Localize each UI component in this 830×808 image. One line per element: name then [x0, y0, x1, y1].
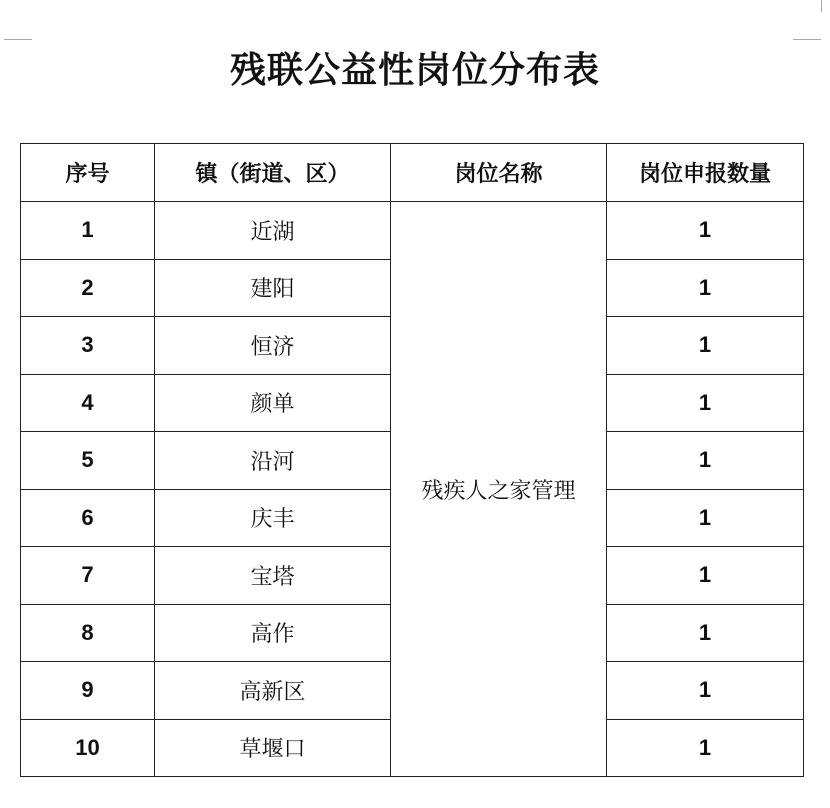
cell-count: 1 — [607, 604, 804, 662]
header-post: 岗位名称 — [391, 144, 607, 202]
cell-count: 1 — [607, 662, 804, 720]
cell-town: 庆丰 — [155, 489, 391, 547]
cell-seq: 3 — [21, 317, 155, 375]
cell-count: 1 — [607, 547, 804, 605]
page-corner-mark-right-vertical — [821, 0, 822, 12]
cell-seq: 5 — [21, 432, 155, 490]
cell-seq: 1 — [21, 202, 155, 260]
cell-count: 1 — [607, 374, 804, 432]
cell-town: 草堰口 — [155, 719, 391, 777]
cell-seq: 7 — [21, 547, 155, 605]
cell-town: 宝塔 — [155, 547, 391, 605]
cell-count: 1 — [607, 259, 804, 317]
cell-count: 1 — [607, 317, 804, 375]
table-header-row — [21, 144, 804, 202]
header-seq: 序号 — [21, 144, 155, 202]
cell-town: 高新区 — [155, 662, 391, 720]
cell-seq: 2 — [21, 259, 155, 317]
cell-count: 1 — [607, 489, 804, 547]
table-row — [21, 202, 804, 260]
cell-seq: 10 — [21, 719, 155, 777]
cell-count: 1 — [607, 719, 804, 777]
cell-town: 颜单 — [155, 374, 391, 432]
cell-town: 恒济 — [155, 317, 391, 375]
header-count: 岗位申报数量 — [607, 144, 804, 202]
post-distribution-table — [20, 143, 804, 777]
cell-town: 近湖 — [155, 202, 391, 260]
cell-seq: 9 — [21, 662, 155, 720]
cell-town: 高作 — [155, 604, 391, 662]
cell-town: 沿河 — [155, 432, 391, 490]
cell-seq: 4 — [21, 374, 155, 432]
document-title: 残联公益性岗位分布表 — [229, 49, 600, 91]
cell-post-name: 残疾人之家管理 — [391, 202, 607, 777]
cell-seq: 8 — [21, 604, 155, 662]
cell-town: 建阳 — [155, 259, 391, 317]
cell-seq: 6 — [21, 489, 155, 547]
cell-count: 1 — [607, 202, 804, 260]
cell-count: 1 — [607, 432, 804, 490]
header-town: 镇（街道、区） — [155, 144, 391, 202]
